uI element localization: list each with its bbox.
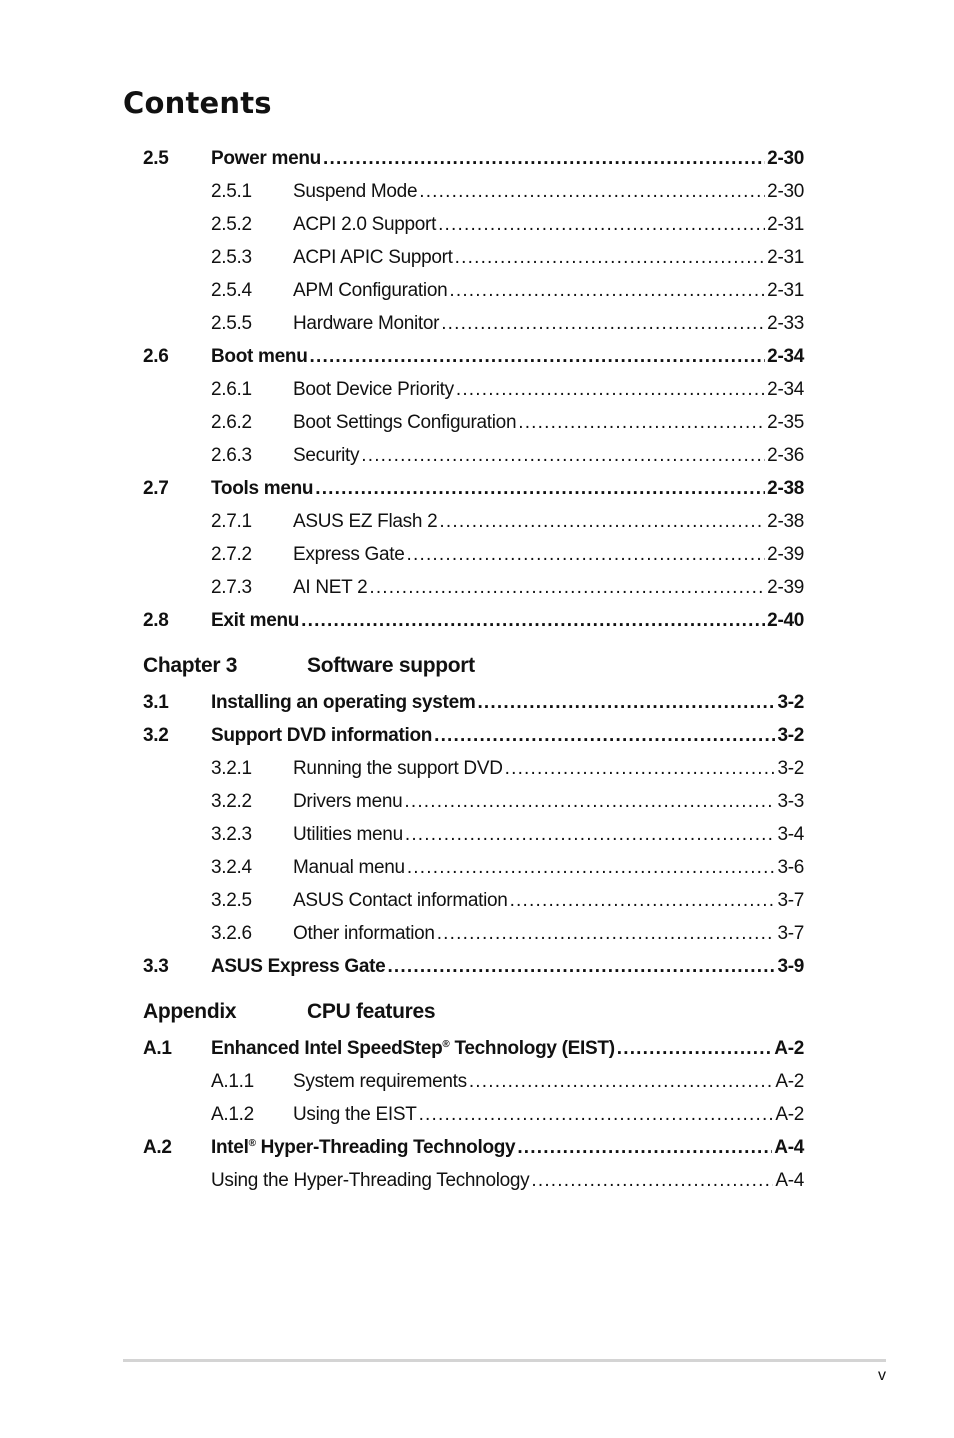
toc-entry-number: 3.2.6 xyxy=(211,923,252,944)
chapter-heading xyxy=(143,998,804,1032)
toc-entry-label-text: Other information xyxy=(293,922,435,944)
toc-entry-label-text: ACPI APIC Support xyxy=(293,246,453,268)
toc-entry-line xyxy=(211,142,804,175)
toc-entry[interactable] xyxy=(143,208,804,241)
toc-entry-number: 2.5.2 xyxy=(211,214,252,235)
toc-entry-line xyxy=(211,604,804,637)
toc-entry[interactable] xyxy=(143,406,804,439)
toc-entry-number: 2.7.2 xyxy=(211,544,252,565)
toc-entry[interactable] xyxy=(143,604,804,637)
toc-entry-line xyxy=(293,851,804,884)
toc-entry-line xyxy=(293,241,804,274)
toc-entry-label xyxy=(211,956,385,978)
toc-entry-line xyxy=(293,1065,804,1098)
toc-entry-number: 3.2 xyxy=(143,725,169,746)
toc-entry-page: 2-39 xyxy=(767,543,804,565)
toc-entry-line xyxy=(211,1131,804,1164)
toc-entry[interactable] xyxy=(143,1164,804,1197)
toc-entry[interactable] xyxy=(143,274,804,307)
toc-entry-line xyxy=(211,719,804,752)
toc-entry-line xyxy=(293,785,804,818)
toc-entry-number: 2.5 xyxy=(143,148,169,169)
toc-entry-label xyxy=(293,313,439,335)
toc-entry-label-text: Running the support DVD xyxy=(293,757,503,779)
toc-entry-label-text: Boot menu xyxy=(211,345,308,367)
chapter-label: Appendix xyxy=(143,1000,237,1023)
toc-entry[interactable] xyxy=(143,851,804,884)
toc-entry-label xyxy=(211,1170,529,1192)
toc-entry[interactable] xyxy=(143,538,804,571)
toc-entry-number: 2.8 xyxy=(143,610,169,631)
toc-entry-label-text: Boot Device Priority xyxy=(293,378,454,400)
toc-entry-label-text: Drivers menu xyxy=(293,790,403,812)
toc-entry-page: A-4 xyxy=(774,1136,804,1158)
toc-entry-page: 2-31 xyxy=(767,279,804,301)
toc-entry-label xyxy=(293,544,405,566)
toc-entry-label xyxy=(293,758,503,780)
toc-entry-number: 2.7 xyxy=(143,478,169,499)
dot-leader xyxy=(437,923,776,945)
toc-entry[interactable] xyxy=(143,1098,804,1131)
registered-mark: ® xyxy=(442,1038,450,1050)
toc-entry-line xyxy=(293,884,804,917)
toc-entry-label-text: ACPI 2.0 Support xyxy=(293,213,437,235)
toc-entry-page: 3-2 xyxy=(777,724,804,746)
chapter-heading xyxy=(143,652,804,686)
dot-leader xyxy=(434,725,775,747)
toc-entry-line xyxy=(293,274,804,307)
toc-entry-label-text: ASUS Contact information xyxy=(293,889,508,911)
toc-entry-label xyxy=(293,214,436,236)
toc-entry-number: 3.2.5 xyxy=(211,890,252,911)
dot-leader xyxy=(310,346,766,368)
toc-entry-label-text: Suspend Mode xyxy=(293,180,418,202)
dot-leader xyxy=(456,379,765,401)
dot-leader xyxy=(455,247,766,269)
toc-entry[interactable] xyxy=(143,785,804,818)
toc-entry-label-text: AI NET 2 xyxy=(293,576,368,598)
dot-leader xyxy=(469,1071,774,1093)
toc-entry-label xyxy=(211,610,299,632)
toc-entry-label-text: Using the Hyper-Threading Technology xyxy=(211,1169,530,1191)
toc-entry-label xyxy=(293,379,454,401)
toc-entry-number: 2.6 xyxy=(143,346,169,367)
toc-entry[interactable] xyxy=(143,307,804,340)
dot-leader xyxy=(518,412,765,434)
toc-entry-label xyxy=(293,181,417,203)
toc-entry-number: 2.7.3 xyxy=(211,577,252,598)
toc-entry[interactable] xyxy=(143,472,804,505)
toc-entry-number: 2.6.3 xyxy=(211,445,252,466)
toc-entry-label xyxy=(293,824,403,846)
toc-entry[interactable] xyxy=(143,752,804,785)
toc-entry-line xyxy=(293,917,804,950)
toc-entry-label-text: ASUS EZ Flash 2 xyxy=(293,510,438,532)
toc-entry-label xyxy=(211,1137,515,1159)
dot-leader xyxy=(441,313,765,335)
toc-entry-number: A.1.2 xyxy=(211,1104,254,1125)
toc-entry-page: A-4 xyxy=(775,1169,804,1191)
dot-leader xyxy=(505,758,776,780)
toc-entry-label-text: Installing an operating system xyxy=(211,691,476,713)
toc-entry[interactable] xyxy=(143,175,804,208)
toc-entry[interactable] xyxy=(143,917,804,950)
toc-entry-number: 2.6.1 xyxy=(211,379,252,400)
toc-entry-page: 2-39 xyxy=(767,576,804,598)
toc-entry[interactable] xyxy=(143,884,804,917)
toc-entry-page: A-2 xyxy=(775,1103,804,1125)
dot-leader xyxy=(361,445,765,467)
toc-entry-number: 3.1 xyxy=(143,692,169,713)
toc-entry-label xyxy=(293,1071,467,1093)
toc-entry-page: 2-38 xyxy=(767,510,804,532)
toc-entry-label xyxy=(293,857,405,879)
toc-entry-label-text: Tools menu xyxy=(211,477,314,499)
dot-leader xyxy=(369,577,765,599)
toc-entry-label xyxy=(293,511,437,533)
dot-leader xyxy=(517,1137,772,1159)
toc-entry-line xyxy=(293,175,804,208)
toc-entry-label xyxy=(293,412,516,434)
toc-entry[interactable] xyxy=(143,340,804,373)
toc-entry-line xyxy=(293,818,804,851)
dot-leader xyxy=(531,1170,773,1192)
toc-entry[interactable] xyxy=(143,373,804,406)
toc-entry-label xyxy=(293,445,359,467)
toc-entry-line xyxy=(293,538,804,571)
toc-entry[interactable] xyxy=(143,719,804,752)
toc-entry[interactable] xyxy=(143,571,804,604)
toc-entry-label-text: Support DVD information xyxy=(211,724,433,746)
toc-entry-number: 3.2.1 xyxy=(211,758,252,779)
toc-entry-label-text: Boot Settings Configuration xyxy=(293,411,517,433)
toc-entry-label-text: Security xyxy=(293,444,360,466)
toc-entry-number: A.2 xyxy=(143,1137,172,1158)
toc-entry-page: 3-4 xyxy=(777,823,804,845)
page-number: v xyxy=(878,1367,886,1384)
toc-entry[interactable] xyxy=(143,505,804,538)
toc-entry-page: 2-35 xyxy=(767,411,804,433)
toc-entry-label-text: Enhanced Intel SpeedStep xyxy=(211,1037,443,1059)
toc-entry-number: 3.3 xyxy=(143,956,169,977)
toc-entry-page: 3-9 xyxy=(777,955,804,977)
toc-entry-number: 2.6.2 xyxy=(211,412,252,433)
toc-entry-line xyxy=(293,307,804,340)
toc-entry-page: 2-38 xyxy=(767,477,804,499)
toc-entry-label xyxy=(293,890,508,912)
toc-entry-page: 2-30 xyxy=(767,147,804,169)
toc-entry-line xyxy=(211,472,804,505)
toc-entry-page: 3-2 xyxy=(777,691,804,713)
toc-entry-page: 2-40 xyxy=(767,609,804,631)
toc-entry-page: 3-7 xyxy=(777,922,804,944)
toc-entry-page: 3-7 xyxy=(777,889,804,911)
toc-entry[interactable] xyxy=(143,241,804,274)
chapter-title: CPU features xyxy=(307,1000,436,1023)
toc-entry-page: 2-34 xyxy=(767,378,804,400)
toc-entry-page: 2-34 xyxy=(767,345,804,367)
toc-entry-number: A.1.1 xyxy=(211,1071,254,1092)
toc-entry-label xyxy=(211,725,432,747)
toc-entry-page: 2-31 xyxy=(767,213,804,235)
toc-entry-page: A-2 xyxy=(774,1037,804,1059)
toc-entry-label-text: Intel xyxy=(211,1136,249,1158)
toc-entry-label-rest: Technology (EIST) xyxy=(449,1037,615,1059)
toc-entry-label-text: Express Gate xyxy=(293,543,405,565)
dot-leader xyxy=(439,511,765,533)
toc-entry-line xyxy=(211,1032,804,1065)
toc-entry-line xyxy=(293,406,804,439)
dot-leader xyxy=(407,857,776,879)
toc-entry[interactable] xyxy=(143,1065,804,1098)
footer-divider xyxy=(123,1359,886,1362)
toc-entry-label xyxy=(211,692,475,714)
toc-entry-label-text: Using the EIST xyxy=(293,1103,417,1125)
toc-entry-line xyxy=(293,505,804,538)
toc-entry-page: 3-6 xyxy=(777,856,804,878)
toc-entry[interactable] xyxy=(143,818,804,851)
toc-entry-number: 3.2.3 xyxy=(211,824,252,845)
toc-entry-line xyxy=(293,1098,804,1131)
toc-entry-label xyxy=(293,1104,417,1126)
dot-leader xyxy=(438,214,765,236)
toc-entry-number: 3.2.4 xyxy=(211,857,252,878)
toc-entry-label xyxy=(211,148,321,170)
toc-entry[interactable] xyxy=(143,950,804,983)
toc-entry-line xyxy=(293,208,804,241)
registered-mark: ® xyxy=(248,1137,256,1149)
toc-entry-page: 3-3 xyxy=(777,790,804,812)
chapter-label: Chapter 3 xyxy=(143,654,238,677)
dot-leader xyxy=(419,181,765,203)
table-of-contents xyxy=(143,142,804,1197)
toc-entry-number: 2.5.5 xyxy=(211,313,252,334)
toc-entry[interactable] xyxy=(143,142,804,175)
toc-entry-page: 2-31 xyxy=(767,246,804,268)
toc-entry-number: 3.2.2 xyxy=(211,791,252,812)
toc-entry-line xyxy=(211,686,804,719)
toc-entry-label-text: System requirements xyxy=(293,1070,467,1092)
toc-entry-number: 2.5.3 xyxy=(211,247,252,268)
toc-entry-line xyxy=(293,752,804,785)
dot-leader xyxy=(477,692,775,714)
toc-entry-label xyxy=(211,1038,615,1060)
toc-entry-label xyxy=(293,791,402,813)
page-title: Contents xyxy=(123,86,272,120)
toc-entry-number: A.1 xyxy=(143,1038,172,1059)
dot-leader xyxy=(404,791,775,813)
toc-entry-label xyxy=(293,577,367,599)
toc-entry-page: A-2 xyxy=(775,1070,804,1092)
dot-leader xyxy=(315,478,765,500)
toc-entry-label-text: Hardware Monitor xyxy=(293,312,440,334)
toc-entry-label-text: Manual menu xyxy=(293,856,405,878)
dot-leader xyxy=(407,544,766,566)
toc-entry-label xyxy=(293,247,453,269)
toc-entry-page: 2-33 xyxy=(767,312,804,334)
toc-entry-page: 2-36 xyxy=(767,444,804,466)
dot-leader xyxy=(323,148,765,170)
dot-leader xyxy=(617,1038,773,1060)
toc-entry-line xyxy=(211,340,804,373)
toc-entry-label-text: Utilities menu xyxy=(293,823,403,845)
toc-entry-line xyxy=(211,950,804,983)
toc-entry-line xyxy=(293,439,804,472)
toc-entry-label-text: Power menu xyxy=(211,147,321,169)
toc-entry-line xyxy=(293,373,804,406)
toc-entry-line xyxy=(293,571,804,604)
dot-leader xyxy=(405,824,776,846)
dot-leader xyxy=(301,610,765,632)
toc-entry-label-text: ASUS Express Gate xyxy=(211,955,386,977)
dot-leader xyxy=(510,890,776,912)
toc-entry[interactable] xyxy=(143,686,804,719)
toc-entry[interactable] xyxy=(143,1131,804,1164)
dot-leader xyxy=(387,956,775,978)
toc-entry[interactable] xyxy=(143,439,804,472)
toc-entry-line xyxy=(211,1164,804,1197)
toc-entry-label xyxy=(293,923,435,945)
toc-entry[interactable] xyxy=(143,1032,804,1065)
toc-entry-label xyxy=(293,280,447,302)
toc-entry-label-rest: Hyper-Threading Technology xyxy=(255,1136,516,1158)
toc-entry-label xyxy=(211,478,313,500)
chapter-title: Software support xyxy=(307,654,475,677)
toc-entry-number: 2.5.4 xyxy=(211,280,252,301)
toc-entry-label xyxy=(211,346,308,368)
toc-entry-label-text: Exit menu xyxy=(211,609,300,631)
toc-entry-number: 2.5.1 xyxy=(211,181,252,202)
dot-leader xyxy=(449,280,765,302)
dot-leader xyxy=(419,1104,774,1126)
toc-entry-page: 2-30 xyxy=(767,180,804,202)
toc-entry-page: 3-2 xyxy=(777,757,804,779)
toc-entry-number: 2.7.1 xyxy=(211,511,252,532)
toc-entry-label-text: APM Configuration xyxy=(293,279,448,301)
